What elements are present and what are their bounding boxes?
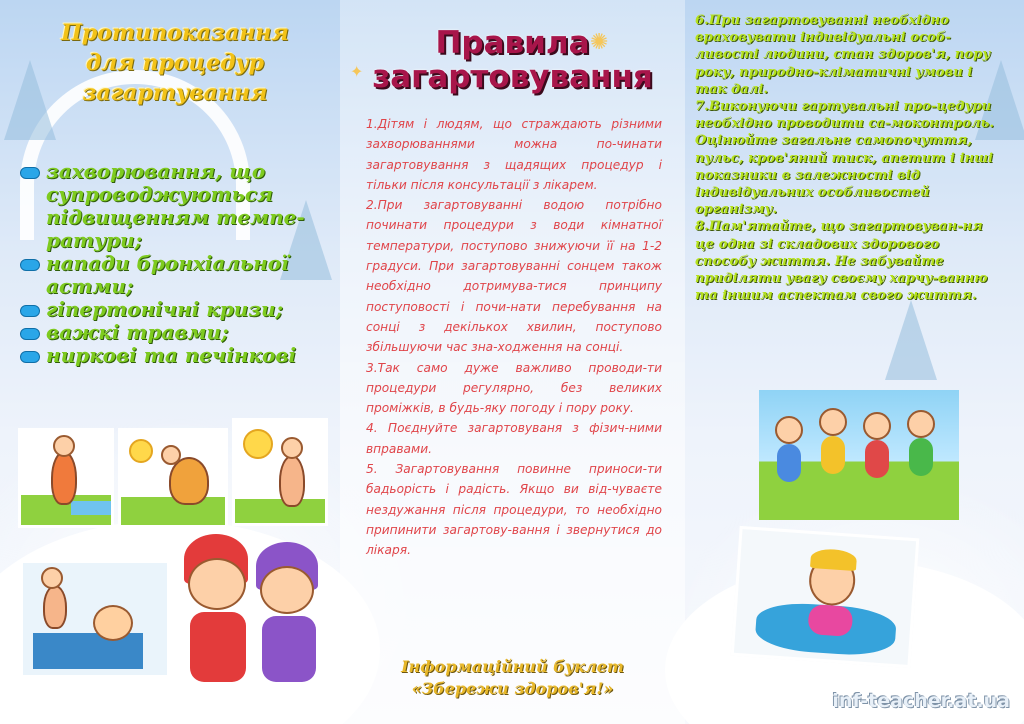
site-watermark: inf-teacher.at.ua	[832, 690, 1010, 712]
list-item	[18, 298, 318, 321]
booklet-caption-line: Інформаційний буклет	[401, 657, 624, 676]
exercise-picture-sunbathing	[232, 418, 328, 526]
rule-paragraph: 2.При загартовуванні водою потрібно починати процедури з води кімнатної температури, поступово знижуючи її на 1-2 градуси. При загартовуванні сонцем також необхідно дотримува-тися принципу поступовості і почи-нати перебування на сонці з декількох хвилин, поступово збільшуючи час зна-ходження на сонці.	[366, 198, 662, 355]
middle-panel	[340, 0, 685, 724]
rules-text	[366, 114, 662, 561]
bullet-icon	[20, 167, 40, 179]
rule-paragraph: 1.Дітям і людям, що страждають різними захворюваннями можна по-чинати загартовування з щадящих процедур і тільки після консультації з лікарем.	[366, 117, 662, 192]
contraindications-title	[40, 18, 310, 108]
exercise-picture-stretching	[118, 428, 228, 528]
kids-exercising-picture	[759, 390, 959, 520]
rules-title-line: загартовування	[372, 59, 653, 95]
list-item-text: ниркові та печінкові	[46, 343, 297, 367]
rules-continued-text	[695, 12, 995, 304]
rule-paragraph: 5. Загартовування повинне приноси-ти бадьорість і радість. Якщо ви від-чуваєте нездужання після процедури, то необхідно припинити загартову-вання і звернутися до лікаря.	[366, 462, 662, 558]
bullet-icon	[20, 328, 40, 340]
list-item-text: важкі травми;	[46, 320, 229, 344]
tree-decoration	[885, 300, 937, 380]
winter-swimming-picture	[731, 526, 920, 668]
contraindications-title-line: Протипоказання	[61, 20, 289, 46]
rules-title	[340, 26, 685, 94]
exercise-picture-running	[18, 428, 114, 528]
rule-paragraph: 6.При загартовуванні необхідно враховувати індивідуальні особ-ливості людини, стан здоров'я, пору року, природно-кліматичні умови і так далі.	[695, 13, 991, 97]
right-panel	[685, 0, 1024, 724]
firework-icon: ✦	[350, 62, 364, 81]
bullet-icon	[20, 351, 40, 363]
booklet-caption	[340, 656, 685, 700]
booklet-caption-line: «Збережи здоров'я!»	[411, 679, 614, 698]
bullet-icon	[20, 305, 40, 317]
skiing-kids-picture	[170, 530, 340, 700]
list-item	[18, 344, 318, 367]
rule-paragraph: 4. Поєднуйте загартовуваня з фізич-ними вправами.	[366, 421, 662, 456]
bullet-icon	[20, 259, 40, 271]
contraindications-title-line: загартування	[82, 80, 268, 106]
list-item	[18, 160, 318, 252]
list-item	[18, 252, 318, 298]
firework-icon: ✺	[590, 30, 609, 55]
left-panel	[0, 0, 340, 724]
rule-paragraph: 3.Так само дуже важливо проводи-ти процедури регулярно, без великих проміжків, в будь-яку погоду і пору року.	[366, 360, 662, 416]
list-item	[18, 321, 318, 344]
list-item-text: гіпертонічні кризи;	[46, 297, 283, 321]
rule-paragraph: 7.Виконуючи гартувальні про-цедури необхідно проводити са-моконтроль. Оцінюйте загальне самопочуття, пульс, кров'яний тиск, апетит і інші показники в залежності від індивідуальних особливостей організму.	[695, 99, 994, 218]
contraindications-title-line: для процедур	[85, 50, 265, 76]
rule-paragraph: 8.Пам'ятайте, що загартовуван-ня це одна зі складових здорового способу життя. Не забувайте приділяти увагу своєму харчу-ванню та іншим аспектам свого життя.	[695, 219, 988, 304]
contraindications-list	[18, 160, 318, 367]
list-item-text: захворювання, що супроводжуються підвищенням темпе-ратури;	[46, 159, 305, 252]
rules-title-line: Правила	[435, 25, 590, 61]
winter-bathing-picture	[20, 560, 170, 678]
list-item-text: напади бронхіальної астми;	[46, 251, 289, 298]
